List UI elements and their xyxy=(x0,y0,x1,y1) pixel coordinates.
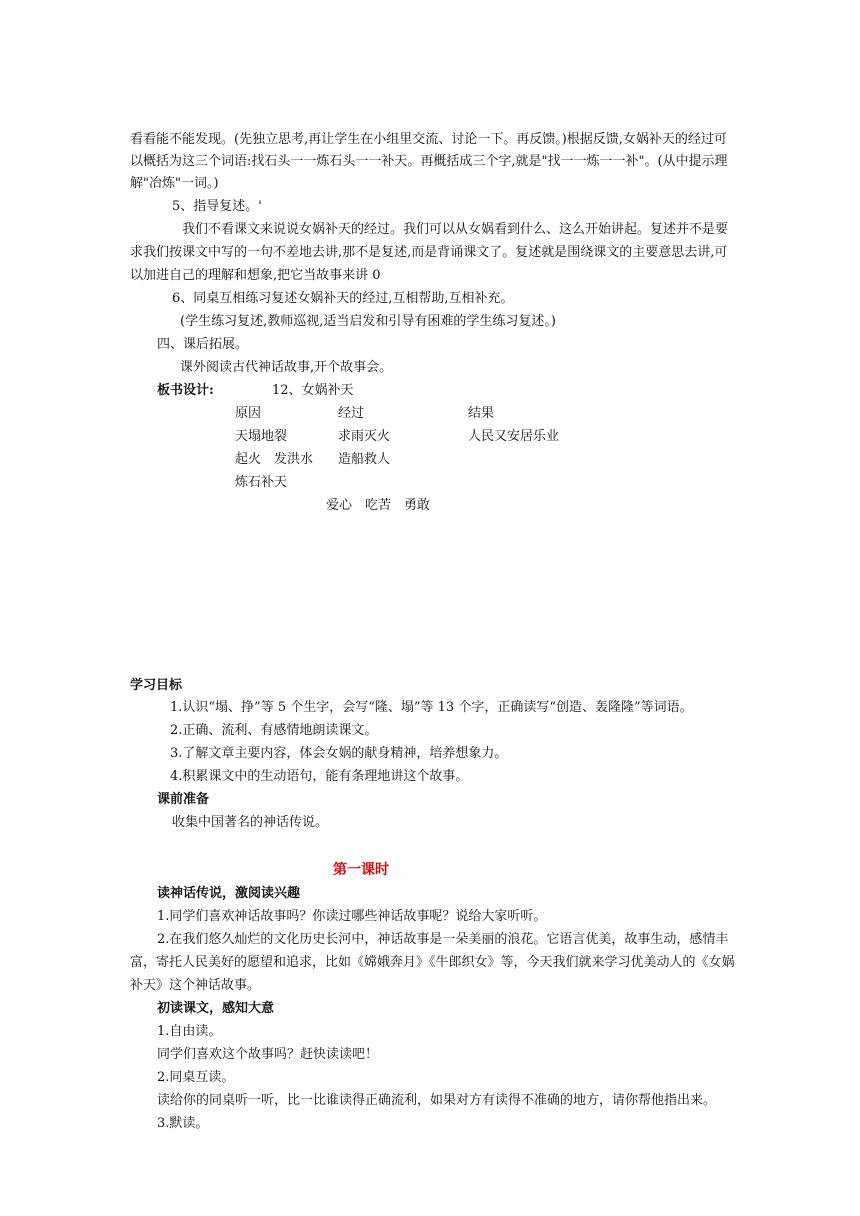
board-cell: 结果 xyxy=(468,406,495,421)
board-cell: 求雨灭火 xyxy=(338,429,391,444)
board-cell: 造船救人 xyxy=(338,452,391,467)
paragraph-line: 1.同学们喜欢神话故事吗？你读过哪些神话故事呢？说给大家听听。 xyxy=(157,909,547,924)
paragraph-line: 同学们喜欢这个故事吗？赶快读读吧！ xyxy=(157,1047,379,1062)
paragraph-line: 求我们按课文中写的一句不差地去讲,那不是复述,而是背诵课文了。复述就是围绕课文的主要意思去讲,可 xyxy=(130,245,728,260)
list-item: 2.同桌互读。 xyxy=(157,1070,235,1085)
goal-item: 1.认识“塌、挣”等 5 个生字，会写“隆、塌”等 13 个字，正确读写“创造、轰隆隆”等词语。 xyxy=(170,700,693,715)
paragraph-line: 读给你的同桌听一听，比一比谁读得正确流利，如果对方有读得不准确的地方，请你帮他指出来。 xyxy=(157,1093,717,1108)
goal-item: 2.正确、流利、有感情地朗读课文。 xyxy=(170,723,378,738)
board-cell: 人民又安居乐业 xyxy=(468,429,560,444)
goals-heading: 学习目标 xyxy=(130,678,183,693)
note-line: (学生练习复述,教师巡视,适当启发和引导有困难的学生练习复述。) xyxy=(180,314,556,329)
paragraph-line: 以概括为这三个词语:找石头一一炼石头一一补天。再概括成三个字,就是"找一一炼一一补"。(从中提示理 xyxy=(130,154,728,169)
board-design-label: 板书设计: xyxy=(157,383,214,398)
board-cell: 炼石补天 xyxy=(235,475,288,490)
board-cell: 原因 xyxy=(235,406,262,421)
list-item: 1.自由读。 xyxy=(157,1024,222,1039)
step-heading: 6、同桌互相练习复述女娲补天的经过,互相帮助,互相补充。 xyxy=(172,291,514,306)
board-cell: 经过 xyxy=(338,406,365,421)
paragraph-line: 以加进自己的理解和想象,把它当故事来讲 0 xyxy=(130,268,381,283)
paragraph-line: 我们不看课文来说说女娲补天的经过。我们可以从女娲看到什么、这么开始讲起。复述并不是要 xyxy=(182,222,729,237)
goal-item: 4.积累课文中的生动语句，能有条理地讲这个故事。 xyxy=(170,769,469,784)
board-summary: 爱心 吃苦 勇敢 xyxy=(326,498,431,513)
board-cell: 起火 发洪水 xyxy=(235,452,314,467)
paragraph-line: 富，寄托人民美好的愿望和追求，比如《嫦娥奔月》《牛郎织女》等，今天我们就来学习优美动人的《女娲 xyxy=(130,955,735,970)
section-heading: 四、课后拓展。 xyxy=(157,337,249,352)
paragraph-line: 课外阅读古代神话故事,开个故事会。 xyxy=(180,360,393,375)
list-item: 3.默读。 xyxy=(157,1116,209,1131)
board-title: 12、女娲补天 xyxy=(272,383,354,398)
section-heading: 初读课文，感知大意 xyxy=(157,1001,275,1016)
prep-text: 收集中国著名的神话传说。 xyxy=(172,815,329,830)
prep-heading: 课前准备 xyxy=(157,792,210,807)
paragraph-line: 看看能不能发现。(先独立思考,再让学生在小组里交流、讨论一下。再反馈。)根据反馈,女娲补天的经过可 xyxy=(130,132,727,147)
goal-item: 3.了解文章主要内容，体会女娲的献身精神，培养想象力。 xyxy=(170,746,508,761)
paragraph-line: 补天》这个神话故事。 xyxy=(130,978,261,993)
paragraph-line: 2.在我们悠久灿烂的文化历史长河中，神话故事是一朵美丽的浪花。它语言优美，故事生动，感情丰 xyxy=(157,932,729,947)
board-cell: 天塌地裂 xyxy=(235,429,288,444)
step-heading: 5、指导复述。' xyxy=(172,199,262,214)
lesson-title: 第一课时 xyxy=(333,862,389,878)
paragraph-line: 解"冶炼"一词。) xyxy=(130,176,219,191)
section-heading: 读神话传说，激阅读兴趣 xyxy=(157,886,301,901)
